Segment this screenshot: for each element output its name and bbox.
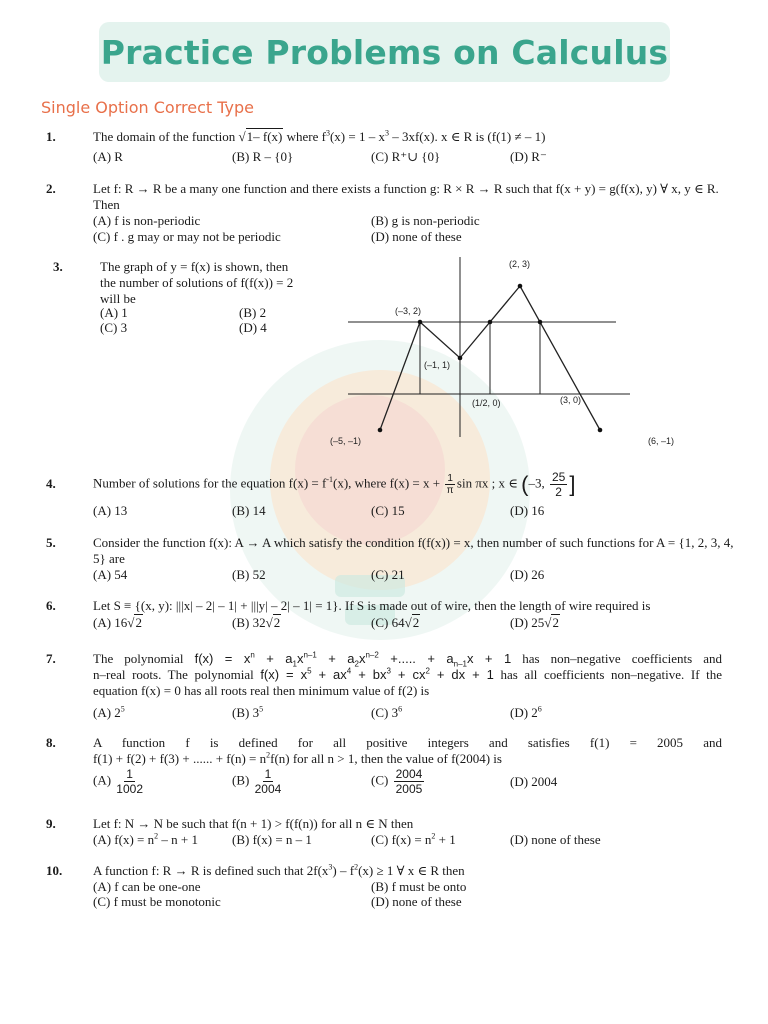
option-d: (D) R⁻ — [510, 149, 547, 164]
option-b: (B) f must be onto — [371, 879, 467, 894]
option-c: (C) $3^6$ — [371, 704, 403, 720]
option-a: (A) 54 — [93, 567, 128, 582]
question-text: Let S ≡ {(x, y): |||x| – 2| – 1| + |||y| – 2| – 1| = 1}. If S is made out of wire, then the length of wire required is — [93, 598, 651, 613]
question-number: 2. — [46, 181, 56, 196]
intersection-point — [488, 320, 493, 325]
option-a: (A) 13 — [93, 503, 128, 518]
question-text: A function f: R → R is defined such that $2f(x^3) - f^2(x) \ge 1$ ∀ x ∈ R then — [93, 862, 465, 878]
option-a: (A) $f(x) = n^2 - n + 1$ — [93, 831, 198, 847]
point-label: (6, –1) — [648, 436, 675, 446]
question-number: 10. — [46, 863, 63, 878]
point-label: (1/2, 0) — [472, 398, 501, 408]
option-b: (B) g is non-periodic — [371, 213, 480, 228]
question-text: Let f: R → R be a many one function and there exists a function g: R × R → R such that f(x + y) = g(f(x), y) ∀ x, y ∈ R. Then — [93, 181, 719, 212]
question-number: 6. — [46, 598, 56, 613]
question-text — [93, 735, 722, 767]
question-text: Let f: N → N be such that f(n + 1) > f(f(n)) for all n ∈ N then — [93, 816, 414, 831]
option-c: (C) f . g may or may not be periodic — [93, 229, 281, 244]
question-number: 3. — [53, 259, 63, 274]
option-c: (C) $f(x) = n^2 + 1$ — [371, 831, 456, 847]
text-line: f(1) + f(2) + f(3) + ...... + $f(n) = n^2f(n)$ for all n > 1, then the value of f(2004) is — [93, 750, 502, 766]
option-a: (A) $\frac{1}{1002}$ — [93, 767, 143, 796]
text-line: equation f(x) = 0 has all roots real then minimum value of f(2) is — [93, 683, 430, 698]
option-b: (B) 32√2 — [232, 615, 281, 630]
point-label: (2, 3) — [509, 259, 531, 269]
option-b: (B) f(x) = n – 1 — [232, 832, 312, 847]
question-text: Number of solutions for the equation $f(x) = f^{-1}(x)$, where f(x) = x + $\frac{1}{\pi}$ sin πx ; x ∈ (–3, $\frac{25}{2}$ ] — [93, 470, 576, 499]
option-c: (C) 3 — [100, 320, 128, 335]
section-heading: Single Option Correct Type — [41, 98, 254, 117]
question-number: 9. — [46, 816, 56, 831]
text-line: The graph of y = f(x) is shown, then — [100, 259, 289, 274]
option-a: (A) 1 — [100, 305, 128, 320]
option-d: (D) 16 — [510, 503, 545, 518]
question-number: 4. — [46, 476, 56, 491]
point-label: (–1, 1) — [424, 360, 451, 370]
option-b: (B) 52 — [232, 567, 266, 582]
option-c: (C) $\frac{2004}{2005}$ — [371, 767, 423, 796]
option-c: (C) R⁺∪ {0} — [371, 149, 441, 164]
option-b: (B) $3^5$ — [232, 704, 264, 720]
dashed-guides — [420, 322, 540, 394]
point-label: (–3, 2) — [395, 306, 422, 316]
question-number: 1. — [46, 129, 56, 144]
text-line: the number of solutions of f(f(x)) = 2 — [100, 275, 294, 290]
option-c: (C) f must be monotonic — [93, 894, 221, 909]
option-d: (D) 26 — [510, 567, 545, 582]
option-d: (D) none of these — [510, 832, 601, 847]
option-a: (A) R — [93, 149, 123, 164]
curve-point — [458, 356, 463, 361]
option-a: (A) f can be one-one — [93, 879, 201, 894]
curve-point — [418, 320, 423, 325]
option-a: (A) $2^5$ — [93, 704, 125, 720]
option-c: (C) 64√2 — [371, 615, 420, 630]
option-b: (B) R – {0} — [232, 149, 294, 164]
question-text: The domain of the function √1– f(x) where $f^3(x) = 1 - x^3 - 3xf(x)$. x ∈ R is (f(1) ≠ – 1) — [93, 128, 546, 144]
option-d: (D) 2004 — [510, 774, 558, 789]
question-number: 8. — [46, 735, 56, 750]
question-text: Consider the function f(x): A → A which satisfy the condition f(f(x)) = x, then number of such functions for A = {1, 2, 3, 4, 5} are — [93, 535, 734, 566]
intersection-point — [538, 320, 543, 325]
curve-point — [518, 284, 523, 289]
question-number: 7. — [46, 651, 56, 666]
question-text — [93, 651, 722, 699]
option-d: (D) $2^6$ — [510, 704, 542, 720]
question-number: 5. — [46, 535, 56, 550]
function-graph — [320, 252, 700, 457]
option-c: (C) 21 — [371, 567, 405, 582]
option-b: (B) 14 — [232, 503, 266, 518]
option-c: (C) 15 — [371, 503, 405, 518]
option-a: (A) f is non-periodic — [93, 213, 201, 228]
text-line: will be — [100, 291, 136, 306]
title-banner — [99, 22, 670, 82]
point-label: (3, 0) — [560, 395, 582, 405]
curve-point — [598, 428, 603, 433]
text-line: n–real roots. The polynomial $f(x) = x^5 + ax^4 + bx^3 + cx^2$ + dx + 1 has all coefficients non–negative. If the — [93, 666, 723, 682]
option-b: (B) $\frac{1}{2004}$ — [232, 767, 282, 796]
question-text — [100, 259, 293, 307]
option-b: (B) 2 — [239, 305, 267, 320]
option-d: (D) none of these — [371, 229, 462, 244]
page-title: Practice Problems on Calculus — [100, 32, 669, 72]
option-d: (D) 4 — [239, 320, 267, 335]
curve-point — [378, 428, 383, 433]
text-line: The polynomial $f(x) = x^n + a_1x^{n-1} + a_2x^{n-2}$ +..... + $a_{n-1}x + 1$ has non–negative coefficients and — [93, 650, 723, 669]
option-d: (D) none of these — [371, 894, 462, 909]
option-d: (D) 25√2 — [510, 615, 559, 630]
point-label: (–5, –1) — [330, 436, 362, 446]
text-line: A function f is defined for all positive integers and satisfies f(1) = 2005 and — [93, 735, 722, 750]
option-a: (A) 16√2 — [93, 615, 142, 630]
